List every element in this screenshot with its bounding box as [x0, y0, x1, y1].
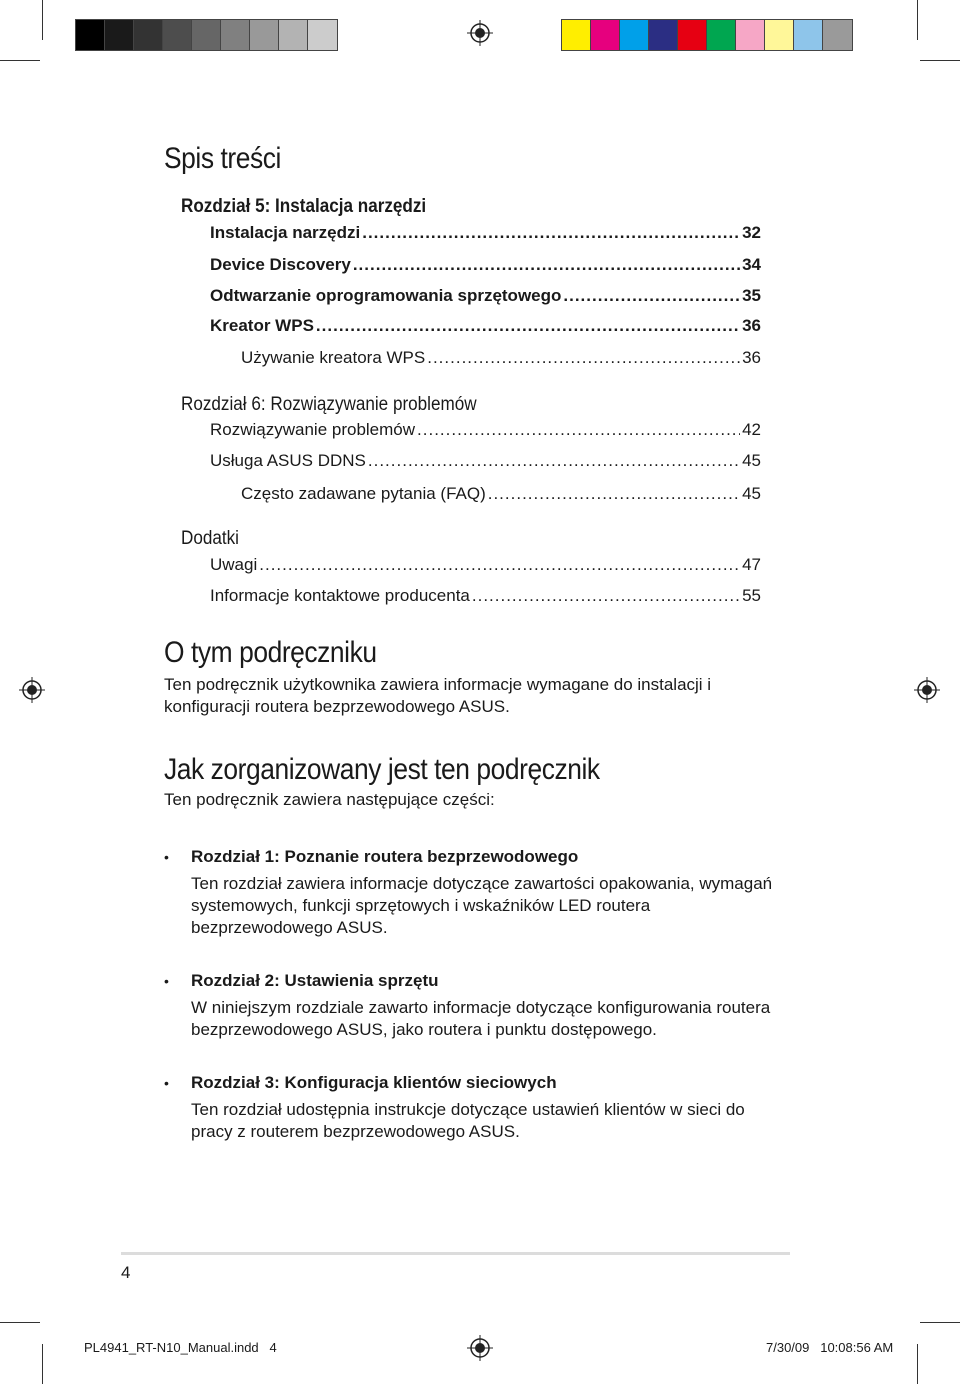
toc-entry-label: Usługa ASUS DDNS	[210, 451, 366, 470]
toc-entry-label: Często zadawane pytania (FAQ)	[241, 484, 486, 503]
toc-chapter5-heading: Rozdział 5: Instalacja narzędzi	[181, 196, 427, 217]
color-swatch-strip	[561, 19, 853, 51]
slug-datetime: 7/30/09 10:08:56 AM	[766, 1340, 894, 1355]
color-swatch	[163, 20, 192, 50]
bullet-text: Ten rozdział udostępnia instrukcje dotyczące ustawień klientów w sieci do pracy z routerem bezprzewodowego ASUS.	[191, 1100, 745, 1141]
about-title: O tym podręczniku	[164, 636, 377, 669]
toc-entry-page: 45	[742, 451, 761, 470]
crop-mark	[917, 0, 918, 40]
toc-entry[interactable]	[210, 316, 761, 336]
crop-mark	[917, 1344, 918, 1384]
bullet-text: Ten rozdział zawiera informacje dotyczące zawartości opakowania, wymagań systemowych, funkcji sprzętowych i wskaźników LED routera bezprzewodowego ASUS.	[191, 874, 773, 937]
about-text: Ten podręcznik użytkownika zawiera informacje wymagane do instalacji i konfiguracji routera bezprzewodowego ASUS.	[164, 675, 712, 716]
toc-entry[interactable]	[210, 420, 761, 440]
toc-entry-label: Informacje kontaktowe producenta	[210, 586, 470, 605]
color-swatch	[192, 20, 221, 50]
toc-entry[interactable]	[210, 286, 761, 306]
toc-entry[interactable]	[210, 555, 761, 575]
page-number: 4	[121, 1263, 131, 1282]
registration-mark-icon	[467, 1335, 493, 1361]
registration-mark-icon	[914, 677, 940, 703]
toc-entry-page: 35	[742, 286, 761, 305]
organization-intro: Ten podręcznik zawiera następujące części:	[164, 790, 495, 809]
color-swatch	[765, 20, 794, 50]
crop-mark	[0, 1322, 40, 1323]
toc-entry-label: Kreator WPS	[210, 316, 314, 335]
gray-swatch-strip	[75, 19, 338, 51]
toc-title: Spis treści	[164, 142, 281, 175]
bullet-title: Rozdział 1: Poznanie routera bezprzewodowego	[191, 847, 579, 866]
toc-entry-label: Uwagi	[210, 555, 258, 574]
color-swatch	[591, 20, 620, 50]
color-swatch	[562, 20, 591, 50]
color-swatch	[678, 20, 707, 50]
toc-entry[interactable]	[210, 451, 761, 471]
color-swatch	[221, 20, 250, 50]
bullet-marker: •	[164, 1075, 169, 1091]
crop-mark	[42, 0, 43, 40]
toc-entry-label: Instalacja narzędzi	[210, 223, 361, 242]
crop-mark	[0, 60, 40, 61]
registration-mark-icon	[467, 20, 493, 46]
color-swatch	[707, 20, 736, 50]
toc-entry-page: 55	[742, 586, 761, 605]
color-swatch	[134, 20, 163, 50]
bullet-title: Rozdział 3: Konfiguracja klientów sieciowych	[191, 1073, 557, 1092]
toc-entry[interactable]	[210, 586, 761, 606]
color-swatch	[279, 20, 308, 50]
toc-entry-label: Device Discovery	[210, 255, 351, 274]
color-swatch	[620, 20, 649, 50]
bullet-marker: •	[164, 849, 169, 865]
crop-mark	[920, 60, 960, 61]
toc-sub-entry[interactable]	[241, 484, 761, 504]
bullet-text: W niniejszym rozdziale zawarto informacje dotyczące konfigurowania routera bezprzewodowego ASUS, jako routera i punktu dostępowego.	[191, 998, 771, 1039]
color-swatch	[308, 20, 337, 50]
toc-entry[interactable]	[210, 223, 761, 243]
color-swatch	[794, 20, 823, 50]
toc-entry-page: 47	[742, 555, 761, 574]
registration-mark-icon	[19, 677, 45, 703]
toc-sub-entry[interactable]	[241, 348, 761, 368]
bullet-title: Rozdział 2: Ustawienia sprzętu	[191, 971, 439, 990]
toc-entry-label: Rozwiązywanie problemów	[210, 420, 416, 439]
bullet-marker: •	[164, 973, 169, 989]
toc-entry-label: Odtwarzanie oprogramowania sprzętowego	[210, 286, 562, 305]
color-swatch	[823, 20, 852, 50]
toc-entry-page: 45	[742, 484, 761, 503]
color-swatch	[76, 20, 105, 50]
toc-entry[interactable]	[210, 255, 761, 275]
footer-rule	[121, 1252, 790, 1255]
color-swatch	[649, 20, 678, 50]
color-swatch	[250, 20, 279, 50]
organization-title: Jak zorganizowany jest ten podręcznik	[164, 753, 600, 786]
toc-appendix-heading: Dodatki	[181, 528, 239, 549]
toc-chapter6-heading: Rozdział 6: Rozwiązywanie problemów	[181, 394, 477, 415]
crop-mark	[42, 1344, 43, 1384]
crop-mark	[920, 1322, 960, 1323]
toc-entry-page: 34	[742, 255, 761, 274]
slug-file-info: PL4941_RT-N10_Manual.indd 4	[84, 1340, 277, 1355]
toc-entry-label: Używanie kreatora WPS	[241, 348, 426, 367]
toc-entry-page: 42	[742, 420, 761, 439]
toc-entry-page: 36	[742, 348, 761, 367]
color-swatch	[736, 20, 765, 50]
toc-entry-page: 36	[742, 316, 761, 335]
color-swatch	[105, 20, 134, 50]
toc-entry-page: 32	[742, 223, 761, 242]
